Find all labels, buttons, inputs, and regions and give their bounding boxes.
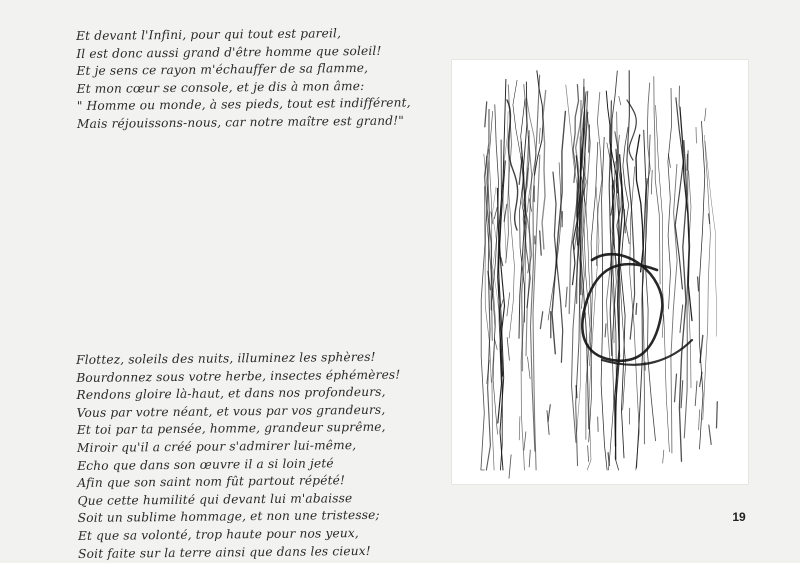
ink-sketch-icon bbox=[452, 60, 748, 484]
poem-line: Echo que dans son œuvre il a si loin jeté bbox=[77, 454, 401, 475]
poem-line: Mais réjouissons-nous, car notre maître est grand!" bbox=[77, 112, 411, 133]
sketch-stroke bbox=[636, 303, 637, 314]
page-number: 19 bbox=[724, 510, 754, 524]
poem-line: Et que sa volonté, trop haute pour nos yeux, bbox=[78, 525, 402, 546]
poem-line: Soit un sublime hommage, et non une tristesse; bbox=[78, 507, 402, 528]
poem-line: " Homme ou monde, à ses pieds, tout est indifférent, bbox=[77, 95, 411, 116]
sketch-stroke bbox=[576, 386, 577, 398]
sketch-stroke bbox=[612, 185, 613, 210]
poem-line: Bourdonnez sous votre herbe, insectes éphémères! bbox=[76, 366, 400, 387]
poem-line: Rendons gloire là-haut, et dans nos profondeurs, bbox=[76, 384, 400, 405]
poem-line: Vous par votre néant, et vous par vos grandeurs, bbox=[77, 401, 401, 422]
sketch-stroke bbox=[717, 402, 718, 428]
poem-line: Et toi par ta pensée, homme, grandeur suprême, bbox=[77, 419, 401, 440]
poem-line: Afin que son saint nom fût partout répété! bbox=[77, 472, 401, 493]
poem-line: Miroir qu'il a créé pour s'admirer lui-même, bbox=[77, 437, 401, 458]
poem-line: Flottez, soleils des nuits, illuminez les sphères! bbox=[76, 349, 400, 370]
poem-line: Il est donc aussi grand d'être homme que soleil! bbox=[76, 42, 410, 63]
poem-line: Soit faite sur la terre ainsi que dans les cieux! bbox=[78, 542, 402, 563]
sketch-stroke bbox=[687, 154, 688, 170]
poem-line: Et devant l'Infini, pour qui tout est pareil, bbox=[76, 25, 410, 46]
poem-stanza-1 bbox=[76, 25, 411, 134]
ink-sketch-illustration bbox=[452, 60, 748, 484]
poem-stanza-2 bbox=[76, 349, 402, 563]
poem-line: Et mon cœur se console, et je dis à mon âme: bbox=[77, 77, 411, 98]
poem-line: Et je sens ce rayon m'échauffer de sa flamme, bbox=[76, 60, 410, 81]
poem-line: Que cette humilité qui devant lui m'abaisse bbox=[77, 489, 401, 510]
